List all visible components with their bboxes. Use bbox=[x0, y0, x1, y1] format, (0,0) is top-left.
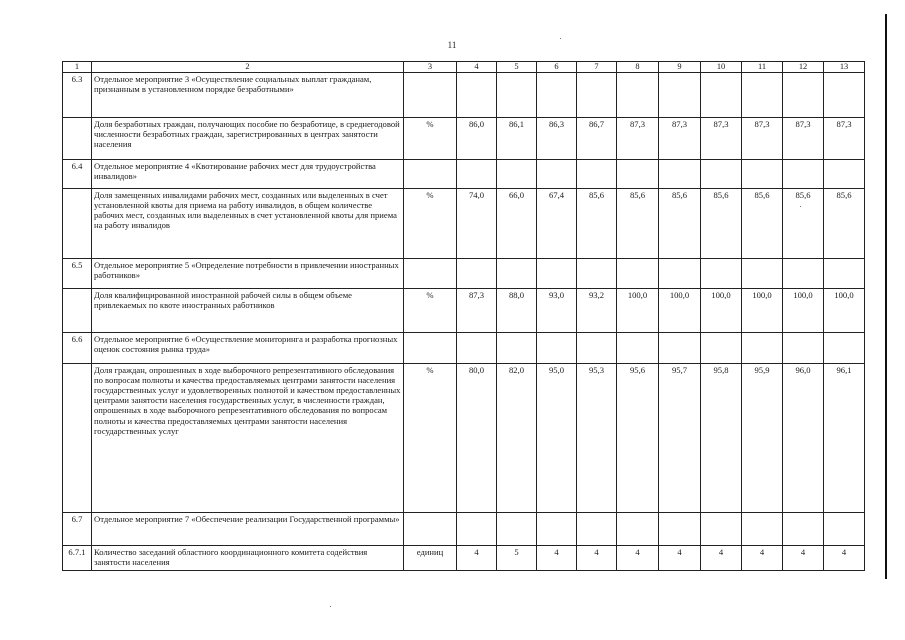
value-cell bbox=[659, 512, 701, 545]
value-cell: 95,3 bbox=[577, 363, 617, 512]
value-cell: 100,0 bbox=[824, 288, 865, 332]
table-row-indicator bbox=[63, 288, 865, 332]
value-cell bbox=[457, 159, 497, 188]
value-cell bbox=[742, 258, 783, 288]
unit-cell bbox=[404, 159, 457, 188]
unit-cell: % bbox=[404, 188, 457, 258]
value-cell bbox=[577, 258, 617, 288]
value-cell bbox=[659, 72, 701, 117]
value-cell bbox=[497, 72, 537, 117]
value-cell bbox=[824, 159, 865, 188]
value-cell: 67,4 bbox=[537, 188, 577, 258]
column-header: 9 bbox=[659, 62, 701, 73]
value-cell: 4 bbox=[577, 545, 617, 570]
value-cell: 4 bbox=[824, 545, 865, 570]
value-cell: 4 bbox=[537, 545, 577, 570]
value-cell bbox=[701, 258, 742, 288]
value-cell: 80,0 bbox=[457, 363, 497, 512]
row-number-cell: 6.6 bbox=[63, 332, 92, 363]
value-cell bbox=[783, 159, 824, 188]
column-header: 13 bbox=[824, 62, 865, 73]
unit-cell: % bbox=[404, 117, 457, 159]
column-header: 7 bbox=[577, 62, 617, 73]
description-cell: Доля замещенных инвалидами рабочих мест, созданных или выделенных в счет установленной квоты для приема на работу инвалидов, в общем количестве рабочих мест, созданных или выделенных в счет установленной квоты для приема на работу инвалидов bbox=[92, 188, 404, 258]
value-cell bbox=[617, 72, 659, 117]
value-cell: 87,3 bbox=[824, 117, 865, 159]
value-cell: 95,9 bbox=[742, 363, 783, 512]
value-cell bbox=[742, 332, 783, 363]
value-cell: 87,3 bbox=[659, 117, 701, 159]
row-number-cell bbox=[63, 117, 92, 159]
unit-cell: единиц bbox=[404, 545, 457, 570]
value-cell bbox=[659, 332, 701, 363]
column-numbers-row bbox=[63, 62, 865, 73]
table-row-6-7 bbox=[63, 512, 865, 545]
value-cell bbox=[659, 159, 701, 188]
unit-cell bbox=[404, 72, 457, 117]
unit-cell: % bbox=[404, 363, 457, 512]
column-header: 12 bbox=[783, 62, 824, 73]
table-row-6-6 bbox=[63, 332, 865, 363]
value-cell: 85,6 bbox=[617, 188, 659, 258]
value-cell bbox=[537, 72, 577, 117]
row-number-cell bbox=[63, 188, 92, 258]
value-cell: 85,6 bbox=[701, 188, 742, 258]
value-cell: 86,7 bbox=[577, 117, 617, 159]
value-cell bbox=[537, 512, 577, 545]
value-cell: 85,6 bbox=[824, 188, 865, 258]
value-cell: 86,0 bbox=[457, 117, 497, 159]
description-cell: Отдельное мероприятие 4 «Квотирование рабочих мест для трудоустройства инвалидов» bbox=[92, 159, 404, 188]
value-cell: 4 bbox=[701, 545, 742, 570]
unit-cell bbox=[404, 258, 457, 288]
value-cell: 86,1 bbox=[497, 117, 537, 159]
value-cell bbox=[783, 72, 824, 117]
value-cell: 95,8 bbox=[701, 363, 742, 512]
value-cell bbox=[457, 258, 497, 288]
value-cell bbox=[537, 258, 577, 288]
table-row-6-4 bbox=[63, 159, 865, 188]
value-cell: 100,0 bbox=[701, 288, 742, 332]
value-cell bbox=[701, 159, 742, 188]
value-cell: 87,3 bbox=[701, 117, 742, 159]
row-number-cell: 6.4 bbox=[63, 159, 92, 188]
value-cell bbox=[457, 72, 497, 117]
value-cell: 82,0 bbox=[497, 363, 537, 512]
column-header: 2 bbox=[92, 62, 404, 73]
column-header: 11 bbox=[742, 62, 783, 73]
page-number: 11 bbox=[447, 40, 457, 50]
value-cell: 4 bbox=[742, 545, 783, 570]
value-cell bbox=[783, 332, 824, 363]
table-row-6-3 bbox=[63, 72, 865, 117]
value-cell: 100,0 bbox=[742, 288, 783, 332]
value-cell: 100,0 bbox=[617, 288, 659, 332]
value-cell: 96,0 bbox=[783, 363, 824, 512]
value-cell bbox=[577, 159, 617, 188]
column-header: 3 bbox=[404, 62, 457, 73]
column-header: 8 bbox=[617, 62, 659, 73]
value-cell bbox=[577, 332, 617, 363]
value-cell: 87,3 bbox=[742, 117, 783, 159]
value-cell: 96,1 bbox=[824, 363, 865, 512]
value-cell bbox=[824, 512, 865, 545]
description-cell: Количество заседаний областного координационного комитета содействия занятости населения bbox=[92, 545, 404, 570]
value-cell: 87,3 bbox=[457, 288, 497, 332]
value-cell bbox=[742, 159, 783, 188]
value-cell bbox=[537, 332, 577, 363]
value-cell bbox=[783, 512, 824, 545]
value-cell: 85,6 bbox=[742, 188, 783, 258]
value-cell bbox=[824, 332, 865, 363]
value-cell bbox=[617, 258, 659, 288]
description-cell: Доля квалифицированной иностранной рабочей силы в общем объеме привлекаемых по квоте иностранных работников bbox=[92, 288, 404, 332]
value-cell: 100,0 bbox=[783, 288, 824, 332]
table-row-indicator bbox=[63, 363, 865, 512]
value-cell bbox=[824, 258, 865, 288]
value-cell: 95,7 bbox=[659, 363, 701, 512]
value-cell: 4 bbox=[617, 545, 659, 570]
table-row-indicator bbox=[63, 188, 865, 258]
scan-speck bbox=[560, 38, 561, 39]
row-number-cell bbox=[63, 363, 92, 512]
description-cell: Доля безработных граждан, получающих пособие по безработице, в среднегодовой численности безработных граждан, зарегистрированных в центрах занятости населения bbox=[92, 117, 404, 159]
value-cell: 95,0 bbox=[537, 363, 577, 512]
row-number-cell bbox=[63, 288, 92, 332]
value-cell bbox=[497, 258, 537, 288]
value-cell: 87,3 bbox=[617, 117, 659, 159]
value-cell bbox=[577, 72, 617, 117]
value-cell: 74,0 bbox=[457, 188, 497, 258]
value-cell bbox=[742, 72, 783, 117]
description-cell: Отдельное мероприятие 6 «Осуществление мониторинга и разработка прогнозных оценок состояния рынка труда» bbox=[92, 332, 404, 363]
value-cell bbox=[701, 72, 742, 117]
value-cell bbox=[783, 258, 824, 288]
table-row-6-7-1 bbox=[63, 545, 865, 570]
value-cell: 4 bbox=[659, 545, 701, 570]
value-cell: 5 bbox=[497, 545, 537, 570]
value-cell: 85,6 bbox=[577, 188, 617, 258]
value-cell bbox=[742, 512, 783, 545]
value-cell bbox=[701, 512, 742, 545]
table-row-indicator bbox=[63, 117, 865, 159]
unit-cell bbox=[404, 332, 457, 363]
row-number-cell: 6.7 bbox=[63, 512, 92, 545]
column-header: 1 bbox=[63, 62, 92, 73]
value-cell bbox=[617, 512, 659, 545]
description-cell: Отдельное мероприятие 7 «Обеспечение реализации Государственной программы» bbox=[92, 512, 404, 545]
table-row-6-5 bbox=[63, 258, 865, 288]
value-cell bbox=[701, 332, 742, 363]
column-header: 6 bbox=[537, 62, 577, 73]
value-cell: 4 bbox=[783, 545, 824, 570]
value-cell bbox=[659, 258, 701, 288]
value-cell: 95,6 bbox=[617, 363, 659, 512]
value-cell bbox=[497, 512, 537, 545]
value-cell: 85,6 bbox=[783, 188, 824, 258]
value-cell: 4 bbox=[457, 545, 497, 570]
value-cell: 93,0 bbox=[537, 288, 577, 332]
scan-speck bbox=[330, 606, 331, 607]
row-number-cell: 6.3 bbox=[63, 72, 92, 117]
description-cell: Доля граждан, опрошенных в ходе выборочного репрезентативного обследования по вопросам полноты и качества предоставляемых центрами занятости населения государственных услуг и удовлетворенных полнотой и качеством предоставленных центрами занятости населения государственных услуг, в численности граждан, опрошенных в ходе выборочного репрезентативного обследования по вопросам полноты и качества предоставляемых центрами занятости населения государственных услуг bbox=[92, 363, 404, 512]
indicator-table bbox=[62, 61, 865, 571]
value-cell bbox=[497, 332, 537, 363]
value-cell bbox=[617, 332, 659, 363]
value-cell bbox=[457, 332, 497, 363]
value-cell bbox=[457, 512, 497, 545]
value-cell: 100,0 bbox=[659, 288, 701, 332]
value-cell: 86,3 bbox=[537, 117, 577, 159]
value-cell bbox=[537, 159, 577, 188]
value-cell: 85,6 bbox=[659, 188, 701, 258]
value-cell: 93,2 bbox=[577, 288, 617, 332]
unit-cell: % bbox=[404, 288, 457, 332]
column-header: 5 bbox=[497, 62, 537, 73]
value-cell: 87,3 bbox=[783, 117, 824, 159]
value-cell bbox=[577, 512, 617, 545]
description-cell: Отдельное мероприятие 5 «Определение потребности в привлечении иностранных работников» bbox=[92, 258, 404, 288]
column-header: 10 bbox=[701, 62, 742, 73]
row-number-cell: 6.7.1 bbox=[63, 545, 92, 570]
value-cell bbox=[824, 72, 865, 117]
unit-cell bbox=[404, 512, 457, 545]
column-header: 4 bbox=[457, 62, 497, 73]
value-cell bbox=[497, 159, 537, 188]
value-cell bbox=[617, 159, 659, 188]
row-number-cell: 6.5 bbox=[63, 258, 92, 288]
value-cell: 66,0 bbox=[497, 188, 537, 258]
value-cell: 88,0 bbox=[497, 288, 537, 332]
scan-edge-line bbox=[885, 14, 887, 579]
description-cell: Отдельное мероприятие 3 «Осуществление социальных выплат гражданам, признанным в установленном порядке безработными» bbox=[92, 72, 404, 117]
